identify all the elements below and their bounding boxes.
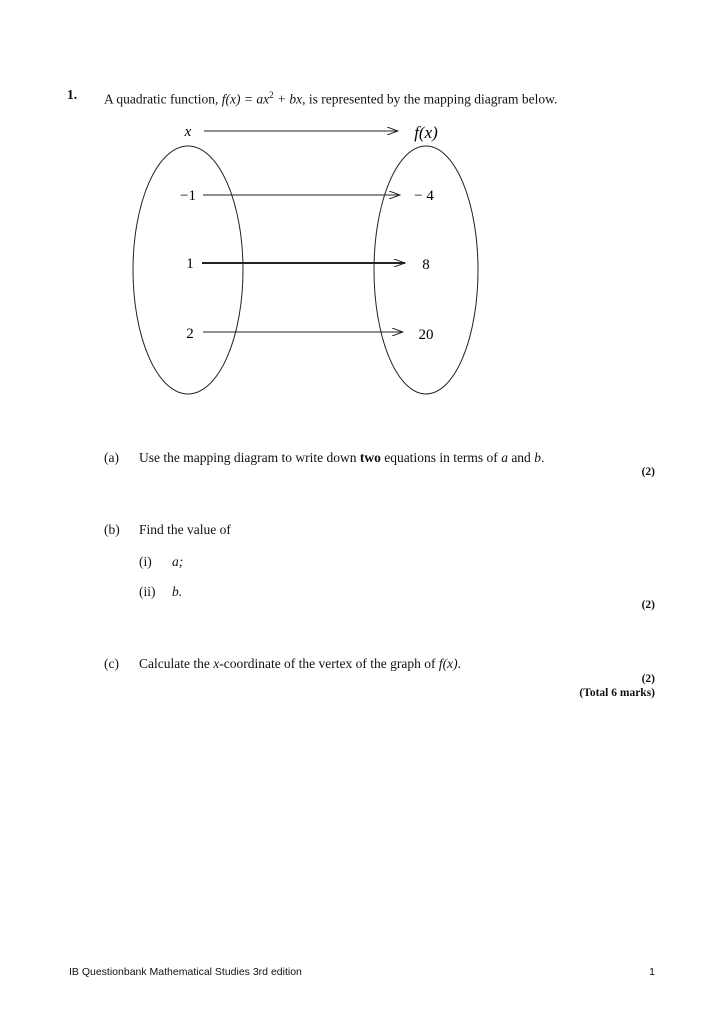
part-c-text [139, 656, 461, 672]
part-b-i-text: a; [172, 554, 184, 569]
part-b-ii-text: b. [172, 584, 183, 599]
variable-x: x [213, 656, 220, 671]
input-value-3: 2 [186, 326, 194, 342]
mapping-diagram [0, 0, 724, 420]
part-a-text-end: . [540, 450, 545, 465]
part-c-text-end: . [457, 656, 461, 671]
total-marks: (Total 6 marks) [579, 687, 655, 699]
question-number: 1. [67, 87, 78, 102]
footer-source: IB Questionbank Mathematical Studies 3rd edition [69, 966, 302, 978]
part-b-text: Find the value of [139, 522, 231, 537]
part-b-ii-label: (ii) [139, 584, 156, 599]
part-b-marks: (2) [641, 599, 655, 611]
part-a-text-and: and [507, 450, 535, 465]
stem-intro: A quadratic function, [104, 91, 222, 107]
part-c-text-mid: -coordinate of the vertex of the graph of [219, 656, 439, 671]
output-value-3: 20 [418, 327, 434, 343]
part-c-label: (c) [104, 656, 119, 671]
part-c-text-start: Calculate the [139, 656, 214, 671]
output-value-2: 8 [422, 257, 430, 273]
part-a-marks: (2) [641, 466, 655, 478]
page-number: 1 [649, 966, 655, 978]
input-value-2: 1 [186, 256, 194, 272]
emphasis-two: two [359, 450, 381, 465]
part-c-marks: (2) [641, 673, 655, 685]
domain-label: x [184, 124, 192, 140]
part-b-label: (b) [104, 522, 120, 537]
part-a-label: (a) [104, 450, 119, 465]
stem-outro: , is represented by the mapping diagram below. [302, 91, 558, 107]
part-b-i-label: (i) [139, 554, 152, 569]
part-a-text [139, 450, 544, 466]
input-value-1: −1 [180, 188, 196, 204]
range-label: f(x) [414, 123, 438, 142]
variable-a: a [501, 450, 508, 465]
function-name: f(x) [438, 656, 458, 671]
part-a-text-start: Use the mapping diagram to write down [139, 450, 360, 465]
function-expression: f(x) = ax [221, 91, 270, 107]
output-value-1: − 4 [414, 188, 434, 204]
variable-b: b [534, 450, 541, 465]
function-exponent: 2 [269, 90, 274, 100]
part-a-text-mid: equations in terms of [380, 450, 502, 465]
function-tail: + bx [273, 91, 303, 107]
